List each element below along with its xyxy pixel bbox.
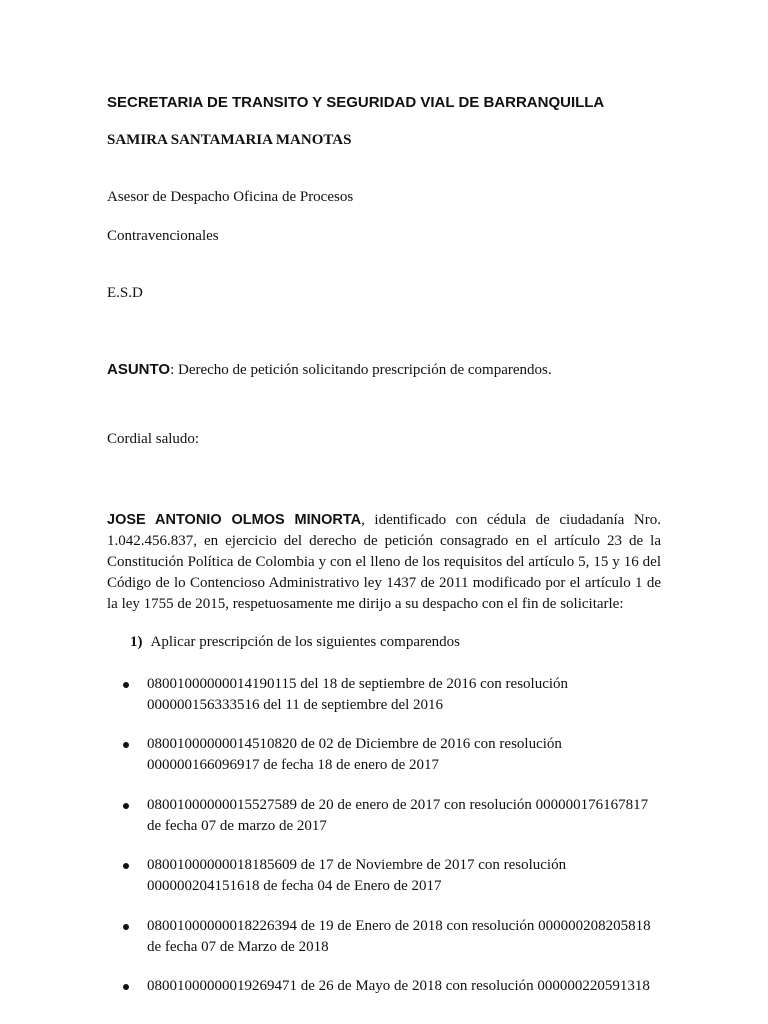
comparendo-line2: 000000204151618 de fecha 04 de Enero de 2017 [147, 878, 442, 894]
request-number: 1) [130, 634, 143, 650]
body-paragraph [107, 510, 661, 615]
body-line-3: Constitución Política de Colombia y con el lleno de los requisitos del artículo 5, 15 y 16 del [107, 554, 661, 570]
comparendo-line1: 08001000000015527589 de 20 de enero de 2017 con resolución 000000176167817 [147, 797, 649, 813]
subject-text: : Derecho de petición solicitando prescripción de comparendos. [170, 362, 552, 378]
body-line-2: 1.042.456.837, en ejercicio del derecho de petición consagrado en el artículo 23 de la [107, 533, 661, 549]
office-title: SECRETARIA DE TRANSITO Y SEGURIDAD VIAL DE BARRANQUILLA [107, 94, 605, 111]
comparendo-line1: 08001000000014190115 del 18 de septiembre de 2016 con resolución [147, 676, 569, 692]
comparendo-line2: de fecha 07 de marzo de 2017 [147, 818, 327, 834]
bullet-icon [123, 863, 129, 869]
subject-label: ASUNTO [107, 361, 171, 378]
bullet-icon [123, 742, 129, 748]
bullet-icon [123, 803, 129, 809]
request-item [130, 634, 460, 651]
comparendo-line2: 000000156333516 del 11 de septiembre del 2016 [147, 697, 444, 713]
comparendo-line1: 08001000000014510820 de 02 de Diciembre de 2016 con resolución [147, 736, 562, 752]
comparendo-line1: 08001000000018185609 de 17 de Noviembre de 2017 con resolución [147, 857, 567, 873]
comparendo-line1: 08001000000019269471 de 26 de Mayo de 2018 con resolución 000000220591318 [147, 978, 650, 994]
comparendo-line1: 08001000000018226394 de 19 de Enero de 2018 con resolución 000000208205818 [147, 918, 651, 934]
body-line-4: Código de lo Contencioso Administrativo ley 1437 de 2011 modificado por el artículo 1 de [107, 575, 661, 591]
recipient-name: SAMIRA SANTAMARIA MANOTAS [107, 132, 352, 148]
body-line-5: la ley 1755 de 2015, respetuosamente me dirijo a su despacho con el fin de solicitarle: [107, 596, 624, 612]
subject-line [107, 361, 552, 379]
esd-line: E.S.D [107, 285, 143, 301]
comparendo-line2: de fecha 07 de Marzo de 2018 [147, 939, 329, 955]
bullet-icon [123, 984, 129, 990]
bullet-icon [123, 924, 129, 930]
recipient-role-line2: Contravencionales [107, 228, 219, 244]
comparendo-line2: 000000166096917 de fecha 18 de enero de 2017 [147, 757, 440, 773]
bullet-icon [123, 682, 129, 688]
body-line-1-rest: , identificado con cédula de ciudadanía Nro. [361, 512, 662, 528]
recipient-role-line1: Asesor de Despacho Oficina de Procesos [107, 189, 354, 205]
greeting: Cordial saludo: [107, 431, 200, 447]
request-text: Aplicar prescripción de los siguientes comparendos [150, 634, 460, 650]
petitioner-name: JOSE ANTONIO OLMOS MINORTA [107, 512, 362, 528]
body-line-1 [107, 510, 661, 531]
